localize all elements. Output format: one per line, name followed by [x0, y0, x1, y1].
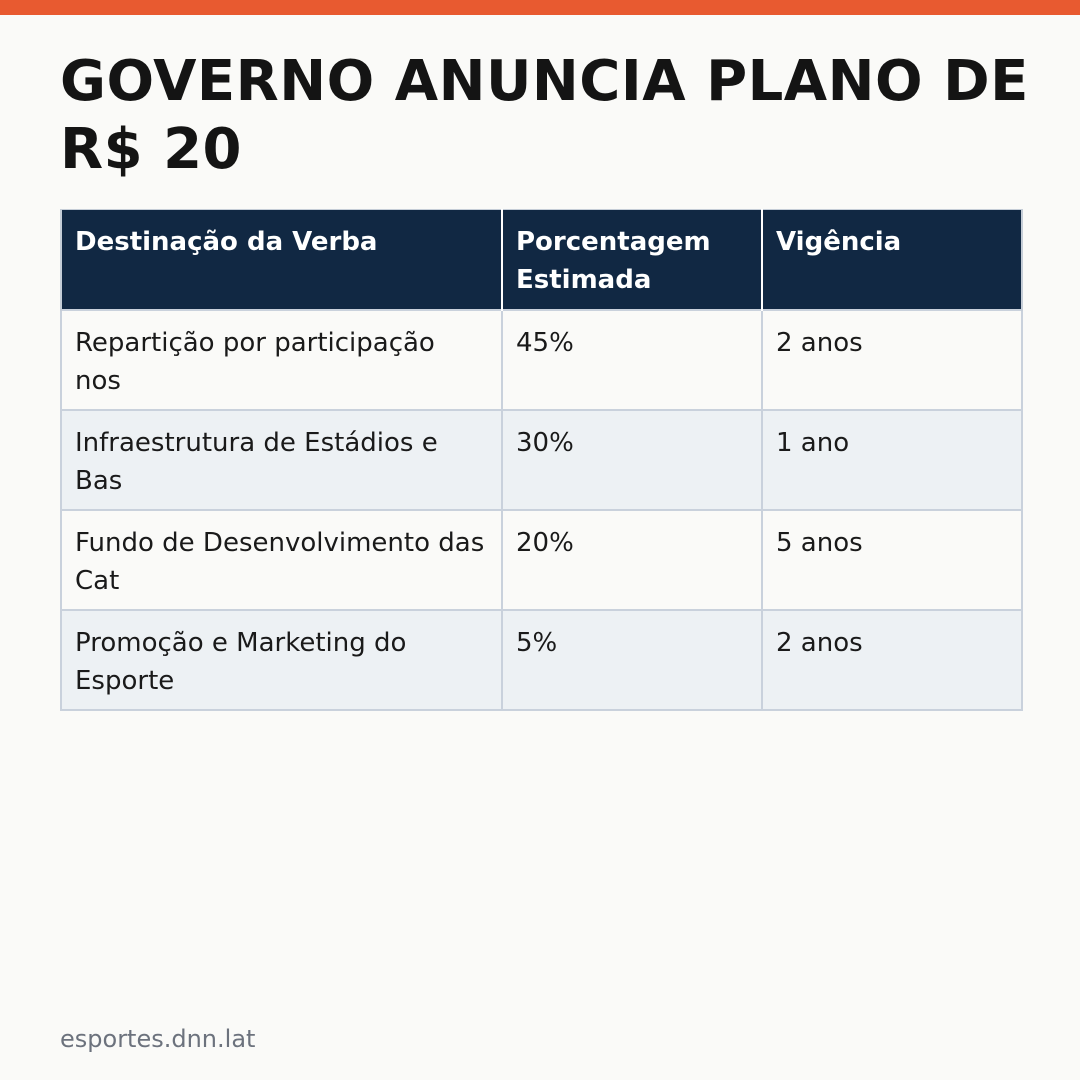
top-accent-bar — [0, 0, 1080, 15]
cell-destination: Infraestrutura de Estádios e Bas — [61, 410, 502, 510]
header-destination: Destinação da Verba — [61, 210, 502, 310]
table-header — [61, 210, 1022, 310]
table-row — [61, 310, 1022, 410]
cell-destination: Fundo de Desenvolvimento das Cat — [61, 510, 502, 610]
table-row — [61, 410, 1022, 510]
budget-table — [60, 209, 1023, 711]
cell-percentage: 30% — [502, 410, 762, 510]
table-row — [61, 610, 1022, 710]
cell-destination: Repartição por participação nos — [61, 310, 502, 410]
cell-duration: 1 ano — [762, 410, 1022, 510]
cell-duration: 2 anos — [762, 610, 1022, 710]
cell-percentage: 5% — [502, 610, 762, 710]
table-body — [61, 310, 1022, 710]
cell-percentage: 45% — [502, 310, 762, 410]
source-footer: esportes.dnn.lat — [60, 1025, 256, 1053]
cell-duration: 5 anos — [762, 510, 1022, 610]
headline: GOVERNO ANUNCIA PLANO DE R$ 20 — [60, 49, 1029, 182]
budget-table-container — [60, 209, 1021, 711]
cell-duration: 2 anos — [762, 310, 1022, 410]
table-header-row — [61, 210, 1022, 310]
table-row — [61, 510, 1022, 610]
header-percentage: Porcentagem Estimada — [502, 210, 762, 310]
cell-percentage: 20% — [502, 510, 762, 610]
header-duration: Vigência — [762, 210, 1022, 310]
cell-destination: Promoção e Marketing do Esporte — [61, 610, 502, 710]
